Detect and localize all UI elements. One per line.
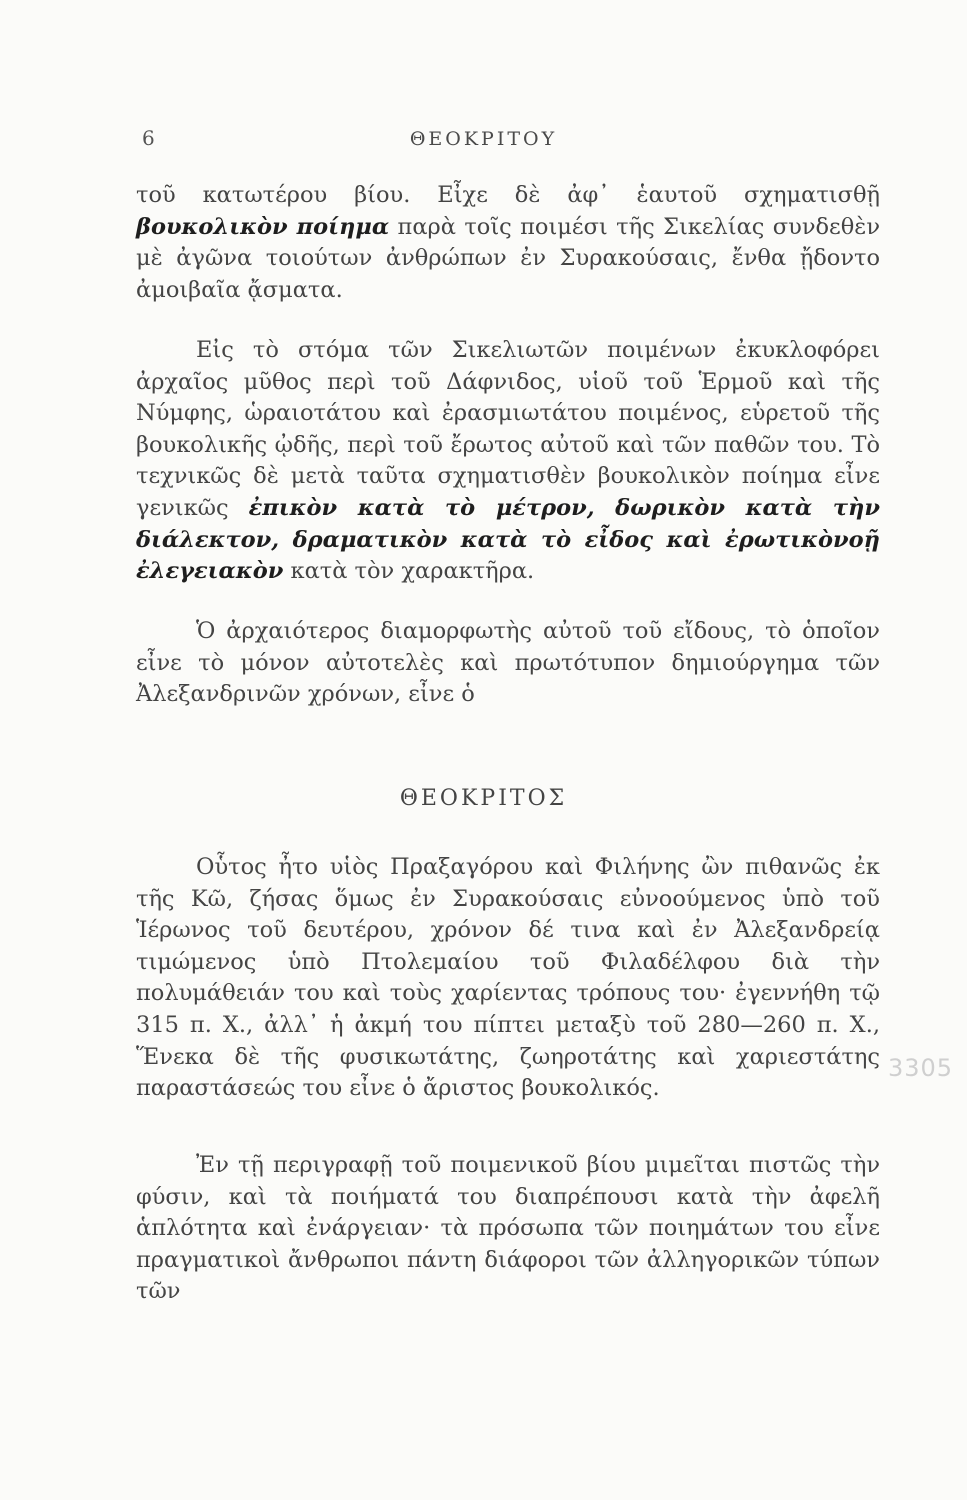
section-heading: ΘΕΟΚΡΙΤΟΣ (399, 786, 568, 811)
paragraph-1-text-a: τοῦ κατωτέρου βίου. Εἶχε δὲ ἀφ᾿ ἑαυτοῦ σχηματισθῇ (136, 182, 880, 208)
paragraph-2-text-a: Εἰς τὸ στόμα τῶν Σικελιωτῶν ποιμένων ἐκυκλοφόρει ἀρχαῖος μῦθος περὶ τοῦ Δάφνιδος, υἱοῦ τοῦ Ἑρμοῦ καὶ τῆς Νύμφης, ὡραιοτάτου καὶ ἐρασμιωτάτου ποιμένος, εὑρετοῦ τῆς βουκολικῆς ᾠδῆς, περὶ τοῦ ἔρωτος αὐτοῦ καὶ τῶν παθῶν του. Τὸ τεχνικῶς δὲ μετὰ ταῦτα σχηματισθὲν βουκολικὸν ποίημα εἶνε γενικῶς (136, 337, 880, 521)
paragraph-5-text: Ἐν τῇ περιγραφῇ τοῦ ποιμενικοῦ βίου μιμεῖται πιστῶς τὴν φύσιν, καὶ τὰ ποιήματά του διαπρέπουσι κατὰ τὴν ἀφελῆ ἁπλότητα καὶ ἐνάργειαν· τὰ πρόσωπα τῶν ποιημάτων του εἶνε πραγματικοὶ ἄνθρωποι πάντη διάφοροι τῶν ἀλληγορικῶν τύπων τῶν (136, 1152, 880, 1305)
paragraph-1 (136, 180, 880, 306)
paragraph-4 (136, 852, 880, 1105)
running-title: ΘΕΟΚΡΙΤΟΥ (409, 128, 558, 150)
paragraph-5 (136, 1150, 880, 1308)
paragraph-3 (136, 616, 880, 711)
paragraph-4-text: Οὗτος ἦτο υἱὸς Πραξαγόρου καὶ Φιλήνης ὢν πιθανῶς ἐκ τῆς Κῶ, ζήσας ὅμως ἐν Συρακούσαις εὐνοούμενος ὑπὸ τοῦ Ἱέρωνος τοῦ δευτέρου, χρόνον δέ τινα καὶ ἐν Ἀλεξανδρείᾳ τιμώμενος ὑπὸ Πτολεμαίου τοῦ Φιλαδέλφου διὰ τὴν πολυμάθειάν του καὶ τοὺς χαρίεντας τρόπους του· ἐγεννήθη τῷ 315 π. Χ., ἀλλ᾿ ἡ ἀκμή του πίπτει μεταξὺ τοῦ 280—260 π. Χ., Ἕνεκα δὲ τῆς φυσικωτάτης, ζωηροτάτης καὶ χαριεστάτης παραστάσεώς του εἶνε ὁ ἄριστος βουκολικός. (136, 854, 880, 1102)
page-number: 6 (142, 126, 155, 150)
paragraph-2 (136, 335, 880, 588)
paragraph-2-text-b: κατὰ τὸν χαρακτῆρα. (283, 558, 535, 585)
margin-note: 3305 (888, 1054, 954, 1082)
paragraph-1-emphasis: βουκολικὸν ποίημα (136, 213, 390, 240)
paragraph-1-text-b: παρὰ τοῖς ποιμέσι τῆς Σικελίας συνδεθὲν μὲ ἀγῶνα τοιούτων ἀνθρώπων ἐν Συρακούσαις, ἔνθα ᾔδοντο ἀμοιβαῖα ᾄσματα. (136, 213, 880, 303)
paragraph-3-text: Ὁ ἀρχαιότερος διαμορφωτὴς αὐτοῦ τοῦ εἴδους, τὸ ὁποῖον εἶνε τὸ μόνον αὐτοτελὲς καὶ πρωτότυπον δημιούργημα τῶν Ἀλεξανδρινῶν χρόνων, εἶνε ὁ (136, 618, 880, 708)
paragraph-2-emphasis: ἐπικὸν κατὰ τὸ μέτρον, δωρικὸν κατὰ τὴν διάλεκτον, δραματικὸν κατὰ τὸ εἶδος καὶ ἐρωτικὸνοῇ ἐλεγειακὸν (136, 494, 880, 585)
